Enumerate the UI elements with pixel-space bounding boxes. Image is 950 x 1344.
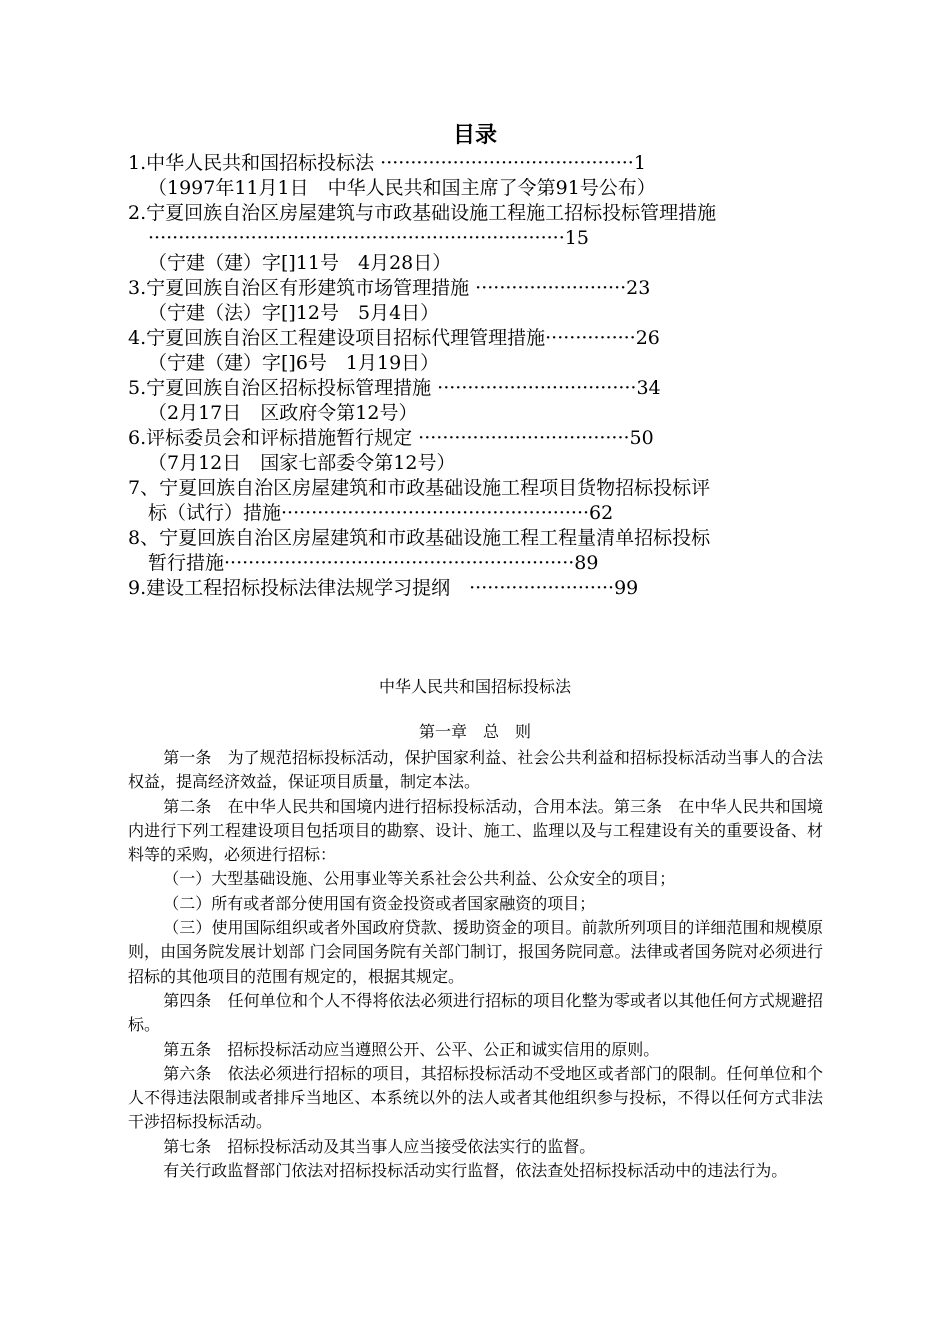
- toc-entry-3: 3.宁夏回族自治区有形建筑市场管理措施 ·························23: [128, 277, 651, 299]
- toc-entry-2: 2.宁夏回族自治区房屋建筑与市政基础设施工程施工招标投标管理措施: [128, 202, 717, 224]
- toc-entry-5-note: （2月17日 区政府令第12号）: [148, 402, 418, 424]
- table-of-contents: [128, 151, 828, 601]
- law-title: 中华人民共和国招标投标法: [378, 677, 571, 696]
- paragraph: （一）大型基础设施、公用事业等关系社会公共利益、公众安全的项目；: [163, 869, 676, 889]
- toc-entry-2-note: （宁建（建）字[]11号 4月28日）: [148, 252, 452, 274]
- toc-entry-9: 9.建设工程招标投标法律法规学习提纲 ························99: [128, 577, 639, 599]
- toc-entry-8-cont: 暂行措施··························································89: [148, 552, 599, 574]
- toc-entry-7-cont: 标（试行）措施···················································62: [148, 502, 614, 524]
- paragraph: 第一条 为了规范招标投标活动，保护国家利益、社会公共利益和招标投标活动当事人的合法权益，提高经济效益，保证项目质量，制定本法。: [128, 748, 823, 792]
- toc-entry-6: 6.评标委员会和评标措施暂行规定 ···································50: [128, 427, 654, 449]
- paragraph: 第七条 招标投标活动及其当事人应当接受依法实行的监督。: [163, 1136, 596, 1156]
- law-body: [128, 746, 823, 1183]
- toc-entry-1-note: （1997年11月1日 中华人民共和国主席了令第91号公布）: [148, 177, 656, 199]
- toc-entry-2-page: ·····································································15: [148, 227, 589, 249]
- toc-entry-4: 4.宁夏回族自治区工程建设项目招标代理管理措施···············26: [128, 327, 660, 349]
- paragraph: （二）所有或者部分使用国有资金投资或者国家融资的项目；: [163, 893, 596, 913]
- paragraph: 第六条 依法必须进行招标的项目，其招标投标活动不受地区或者部门的限制。任何单位和个人不得违法限制或者排斥当地区、本系统以外的法人或者其他组织参与投标，不得以任何方式非法干涉招标投标活动。: [128, 1063, 823, 1132]
- toc-entry-5: 5.宁夏回族自治区招标投标管理措施 ·································34: [128, 377, 661, 399]
- toc-entry-4-note: （宁建（建）字[]6号 1月19日）: [148, 352, 440, 374]
- chapter-heading: 第一章 总 则: [418, 722, 531, 741]
- paragraph: 第四条 任何单位和个人不得将依法必须进行招标的项目化整为零或者以其他任何方式规避招标。: [128, 990, 823, 1035]
- toc-entry-7: 7、宁夏回族自治区房屋建筑和市政基础设施工程项目货物招标投标评: [128, 477, 711, 499]
- paragraph: 第二条 在中华人民共和国境内进行招标投标活动，合用本法。第三条 在中华人民共和国境内进行下列工程建设项目包括项目的勘察、设计、施工、监理以及与工程建设有关的重要设备、材料等的采购，必须进行招标：: [128, 796, 823, 865]
- paragraph: 有关行政监督部门依法对招标投标活动实行监督，依法查处招标投标活动中的违法行为。: [163, 1161, 788, 1181]
- toc-entry-1: 1.中华人民共和国招标投标法 ··········································1: [128, 152, 646, 174]
- paragraph: （三）使用国际组织或者外国政府贷款、援助资金的项目。前款所列项目的详细范围和规模原则，由国务院发展计划部 门会同国务院有关部门制订，报国务院同意。法律或者国务院对必须进行招标的其他项目的范围有规定的，根据其规定。: [128, 918, 823, 986]
- toc-entry-6-note: （7月12日 国家七部委令第12号）: [148, 452, 456, 474]
- toc-entry-8: 8、宁夏回族自治区房屋建筑和市政基础设施工程工程量清单招标投标: [128, 527, 711, 549]
- toc-entry-3-note: （宁建（法）字[]12号 5月4日）: [148, 302, 440, 324]
- toc-title: 目录: [452, 122, 497, 148]
- paragraph: 第五条 招标投标活动应当遵照公开、公平、公正和诚实信用的原则。: [163, 1039, 660, 1059]
